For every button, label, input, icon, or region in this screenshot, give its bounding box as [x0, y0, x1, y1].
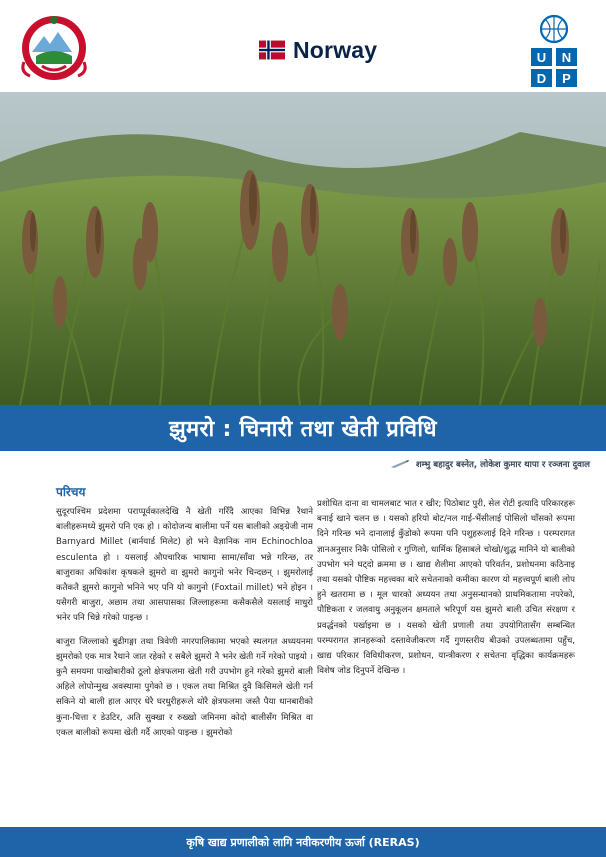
undp-letter-p: P [562, 71, 571, 86]
page-footer [0, 827, 606, 857]
title-bar [0, 405, 606, 451]
undp-letter-u: U [536, 50, 547, 65]
intro-paragraph-1: सुदूरपश्चिम प्रदेशमा पराप्पूर्वकालदेखि नै खेती गरिँदै आएका विभिन्न रैथाने बालीहरूमध्ये झुमरो पनि एक हो । कोदोजन्य बालीमा पर्ने यस बालीको अङ्ग्रेजी नाम Barnyard Millet (बार्नयार्ड मिलेट) हो भने वैज्ञानिक नाम Echinochloa esculenta हो । यसलाई औपचारिक भाषामा सामा/साँवा भन्ने गरिन्छ, तर बाजुराका अधिकांश कृषकले झुमरो वा झुमरो कागुनो भनेर चिन्दछन् । झुमरोलाई कतैकतै झुमरो कागुनो भनिने भए पनि यो कागुनो (Foxtail millet) भने होइन । यसैगरी बाजुरा, अछाम तथा आसपासका जिल्लाहरूमा कसैकसैले यसलाई माधुरो भनेर पनि चिन्ने गरेको पाइन्छ । [56, 507, 313, 624]
page-header [0, 0, 606, 92]
right-paragraph-1: प्रशोधित दाना वा चामलबाट भात र खीर; पिठोबाट पुरी, सेल रोटी इत्यादि परिकारहरू बनाई खाने चलन छ । यसको हरियो बोट/नल गाई-भैंसीलाई पोसिलो घाँसको रूपमा दिने गरिन्छ भने दानालाई कुँडोको रूपमा पनि पशुहरूलाई दिने गरिन्छ । परम्परागत ज्ञानअनुसार निकै पोसिलो र गुणिलो, धार्मिक हिसाबले चोखो/शुद्ध मानिने यो बालीको उपभोग भने घट्दो क्रममा छ । खाद्य शैलीमा आएको परिवर्तन, प्रशोधनमा कठिनाइ तथा यसको पौष्टिक महत्त्वका बारे सचेतनाको कमीका कारण यो महत्त्वपूर्ण बाली लोप हुने खतरामा छ । मूल धारको अध्ययन तथा अनुसन्धानको प्राथमिकतामा नपरेको, पौष्टिकता र जलवायु अनुकूलन क्षमताले भरिपूर्ण यस झुमरो बाली उचित संरक्षण र प्रवर्द्धनको पर्खाइमा छ । यसको खेती प्रणाली तथा उपयोगितासँग सम्बन्धित परम्परागत ज्ञानहरूको दस्तावेजीकरण गर्दै गुणस्तरीय बीउको उपलब्धतामा पहुँच, खाद्य परिकार विविधीकरण, प्रशोधन, यान्त्रीकरण र सचेतना वृद्धिका कार्यक्रमहरू विशेष जोड दिनुपर्ने देखिन्छ । [317, 499, 575, 677]
pen-icon [390, 459, 410, 469]
undp-letter-n: N [561, 50, 572, 65]
norway-flag-icon [259, 40, 285, 60]
norway-logo [259, 38, 377, 62]
undp-logo-icon [530, 12, 578, 88]
document-title: झुमरो : चिनारी तथा खेती प्रविधि [169, 417, 437, 442]
right-column [317, 497, 575, 687]
millet-field-illustration [0, 92, 606, 405]
authors-line [390, 458, 590, 470]
barnyard-millet-photo [0, 92, 606, 405]
authors-text: शम्भु बहादुर बस्नेत, लोकेश कुमार थापा र रञ्जना दुवाल [415, 460, 590, 470]
intro-heading: परिचय [56, 485, 86, 499]
nepal-emblem-icon [16, 12, 92, 82]
undp-letter-d: D [536, 71, 547, 86]
intro-paragraph-2: बाजुरा जिल्लाको बुढीगङ्गा तथा त्रिवेणी नगरपालिकामा भएको स्थलगत अध्ययनमा झुमरोको एक मात्र रैथाने जात रहेको र सबैले झुमरो नै भनेर खेती गर्ने गरेको पाइयो । कुनै समयमा पाखोबारीको ठूलो क्षेत्रफलमा खेती गरी उपभोग हुने गरेको झुमरो बाली अहिले लोपोन्मुख अवस्थामा पुगेको छ । एकल तथा मिश्रित दुवै किसिमले खेती गर्न सकिने यो बाली हाल आएर धेरै घरधुरीहरूले थोरै क्षेत्रफलमा जस्तै पैया धानबारीको कुना-धित्ता र डेउटिर, अति सुक्खा र रुख्खो जमिनमा कोदो बालीसँग मिश्रित वा एकल बालीको रूपमा खेती गर्दै आएको पाइन्छ । झुमरोको [56, 636, 313, 738]
footer-text: कृषि खाद्य प्रणालीको लागि नवीकरणीय ऊर्जा (RERAS) [186, 835, 420, 849]
partner-name: Norway [293, 36, 378, 63]
left-column [56, 484, 313, 749]
